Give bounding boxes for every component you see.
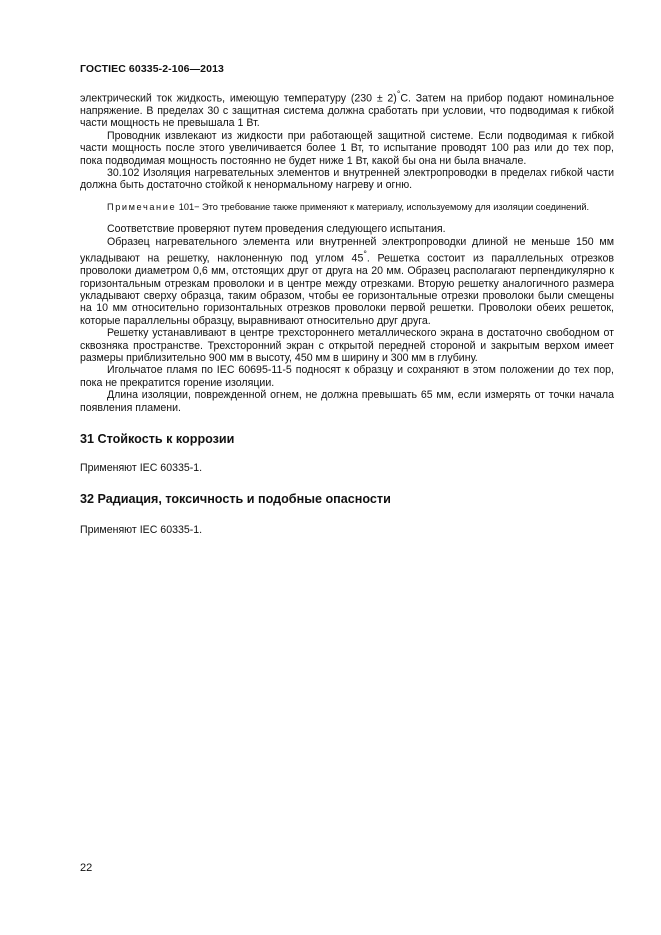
note <box>80 202 614 214</box>
degree-sign: ° <box>363 249 367 260</box>
section-text-32: Применяют IEC 60335-1. <box>80 524 203 537</box>
section-text-31: Применяют IEC 60335-1. <box>80 462 203 475</box>
page-content <box>80 88 614 537</box>
text-fragment: электрический ток жидкость, имеющую температуру (230 ± 2) <box>80 92 397 105</box>
paragraph: Длина изоляции, поврежденной огнем, не должна превышать 65 мм, если измерять от точки начала появления пламени. <box>80 389 614 414</box>
paragraph: Игольчатое пламя по IEC 60695-11-5 подносят к образцу и сохраняют в этом положении до тех пор, пока не прекратится горение изоляции. <box>80 364 614 389</box>
text-fragment: . Решетка состоит из параллельных отрезков проволоки диаметром 0,6 мм, отстоящих друг от друга на 20 мм. Образец располагают перпендикулярно к горизонтальным отрезкам проволоки и в центре между отрезками. Вторую решетку аналогичного размера укладывают сверху образца, таким образом, чтобы ее горизонтальные отрезки проволоки были смещены на 10 мм относительно горизонтальных отрезков проволоки первой решетки. Проволоки обеих решеток, которые параллельны образцу, выравнивают относительно друг друга. <box>80 252 615 327</box>
text-fragment: С. Затем на прибор подают номинальное напряжение. В пределах 30 с защитная система должна сработать при условии, что подводимая к гибкой части мощность не превышала 1 Вт. <box>80 92 614 130</box>
clause-30-102: 30.102 Изоляция нагревательных элементов и внутренней электропроводки в пределах гибкой части должна быть достаточно стойкой к ненормальному нагреву и огню. <box>80 166 614 192</box>
page-number: 22 <box>80 862 93 874</box>
paragraph: Соответствие проверяют путем проведения следующего испытания. <box>107 223 446 236</box>
document-header: ГОСТIEC 60335-2-106—2013 <box>80 63 224 75</box>
note-label: Примечание <box>107 201 177 212</box>
paragraph: Проводник извлекают из жидкости при работающей защитной системе. Если подводимая к гибкой части мощность после этого увеличивается более 1 Вт, то испытание проводят 100 раз или до тех пор, пока подводимая мощность постоянно не будет ниже 1 Вт, какой бы она ни была вначале. <box>80 129 614 167</box>
section-heading-32: 32 Радиация, токсичность и подобные опасности <box>80 491 391 506</box>
paragraph-continuation <box>80 88 614 130</box>
degree-sign: ° <box>396 89 401 99</box>
paragraph: Решетку устанавливают в центре трехстороннего металлического экрана в достаточно свободном от сквозняка пространстве. Трехсторонний экран с открытой передней стороной и закрытым верхом имеет размеры приблизительно 900 мм в высоту, 450 мм в ширину и 300 мм в глубину. <box>80 327 614 364</box>
paragraph <box>80 236 614 327</box>
section-heading-31: 31 Стойкость к коррозии <box>80 432 235 446</box>
note-text: 101− Это требование также применяют к материалу, используемому для изоляции соединений. <box>178 201 590 212</box>
text-fragment: Образец нагревательного элемента или внутренней электропроводки длиной не меньше 150 мм укладывают на решетку, наклоненную под углом 45 <box>80 235 614 265</box>
